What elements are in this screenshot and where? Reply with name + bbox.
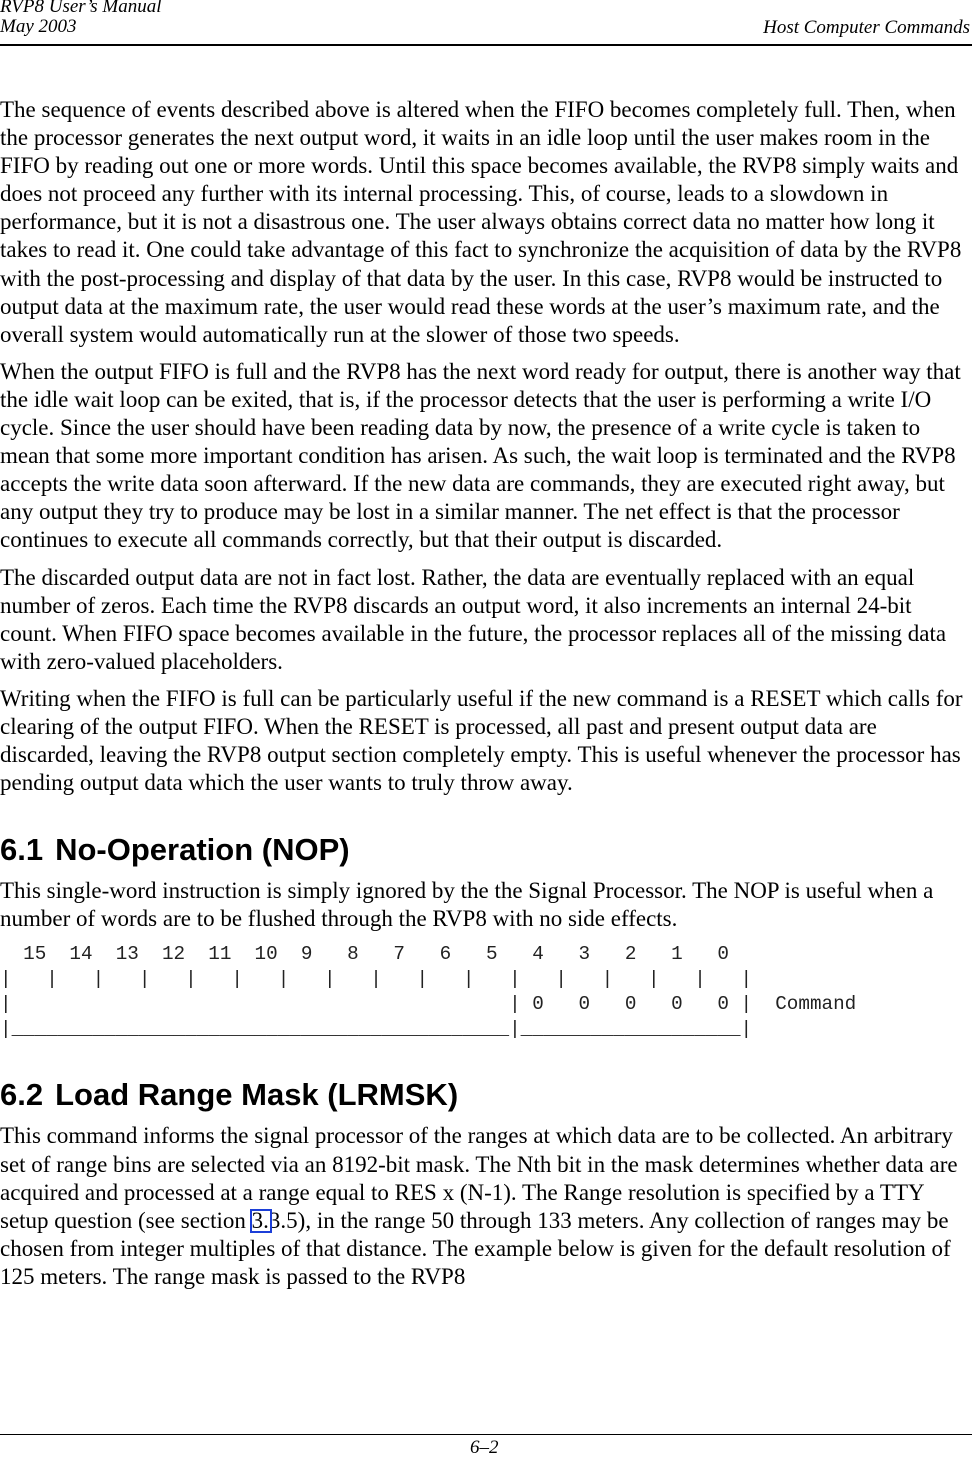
section-reference-text[interactable]: 3.3.5 [251, 1207, 298, 1233]
manual-title-block [0, 0, 162, 37]
section-heading-nop [0, 833, 974, 867]
paragraph-lrmsk [0, 1122, 974, 1291]
paragraph-fifo-full: The sequence of events described above is altered when the FIFO becomes completely full. Then, when the processor generates the next output word, it waits in an idle loop until the user makes room in the FIFO by reading out one or more words. Until this space becomes available, the RVP8 simply waits and does not proceed any further with its internal processing. This, of course, leads to a slowdown in performance, but it is not a disastrous one. The user always obtains correct data no matter how long it takes to read it. One could take advantage of this fact to synchronize the acquisition of data by the RVP8 with the post-processing and display of that data by the user. In this case, RVP8 would be instructed to output data at the maximum rate, the user would read these words at the user’s maximum rate, and the overall system would automatically run at the slower of those two speeds. [0, 97, 962, 347]
link-highlight-box [250, 1209, 272, 1233]
page-body [0, 96, 974, 1300]
paragraph-nop: This single-word instruction is simply ignored by the the Signal Processor. The NOP is useful when a number of words are to be flushed through the RVP8 with no side effects. [0, 878, 934, 932]
section-number: 6.1 [0, 832, 44, 868]
paragraph-write-cycle: When the output FIFO is full and the RVP8 has the next word ready for output, there is another way that the idle wait loop can be exited, that is, if the processor detects that the user is performing a write I/O cycle. Since the user should have been reading data by now, the presence of a write cycle is taken to mean that some more important condition has arisen. As such, the wait loop is terminated and the RVP8 accepts the write data soon afterward. If the new data are commands, they are executed right away, but any output they try to produce may be lost in a similar manner. The net effect is that the processor continues to execute all commands correctly, but that their output is discarded. [0, 358, 961, 553]
page-header [0, 0, 972, 46]
section-number: 6.2 [0, 1077, 44, 1113]
section-reference-link[interactable] [252, 1208, 298, 1233]
paragraph-reset: Writing when the FIFO is full can be particularly useful if the new command is a RESET which calls for clearing of the output FIFO. When the RESET is processed, all past and present output data are discarded, leaving the RVP8 output section completely empty. This is useful whenever the processor has pending output data which the user wants to truly throw away. [0, 685, 963, 796]
section-heading-lrmsk [0, 1078, 974, 1112]
paragraph-discarded-data: The discarded output data are not in fact lost. Rather, the data are eventually replaced with an equal number of zeros. Each time the RVP8 discards an output word, it also increments an internal 24-bit count. When FIFO space becomes available in the future, the processor replaces all of the missing data with zero-valued placeholders. [0, 564, 947, 674]
manual-date: May 2003 [0, 16, 77, 37]
manual-title: RVP8 User’s Manual [0, 0, 162, 17]
page-footer [0, 1434, 972, 1458]
section-title: No-Operation (NOP) [55, 832, 350, 868]
chapter-title: Host Computer Commands [763, 17, 970, 38]
lrmsk-text-before: This command informs the signal processor of the ranges at which data are to be collected. An arbitrary set of range bins are selected via an 8192-bit mask. The Nth bit in the mask determines whether data are acquired and processed at a range equal to RES x (N-1). The Range resolution is specified by a TTY setup question (see section [0, 1123, 958, 1233]
lrmsk-text-after: ), in the range 50 through 133 meters. Any collection of ranges may be chosen from integer multiples of that distance. The example below is given for the default resolution of 125 meters. The range mask is passed to the RVP8 [0, 1207, 951, 1289]
section-title: Load Range Mask (LRMSK) [55, 1077, 459, 1113]
page-number: 6–2 [470, 1437, 499, 1458]
nop-register-diagram: 15 14 13 12 11 10 9 8 7 6 5 4 3 2 1 0 | | | | | | | | | | | | | | | | | | | 0 0 0 0 0 | Command |___________________________________________|___________________| [0, 943, 857, 1041]
